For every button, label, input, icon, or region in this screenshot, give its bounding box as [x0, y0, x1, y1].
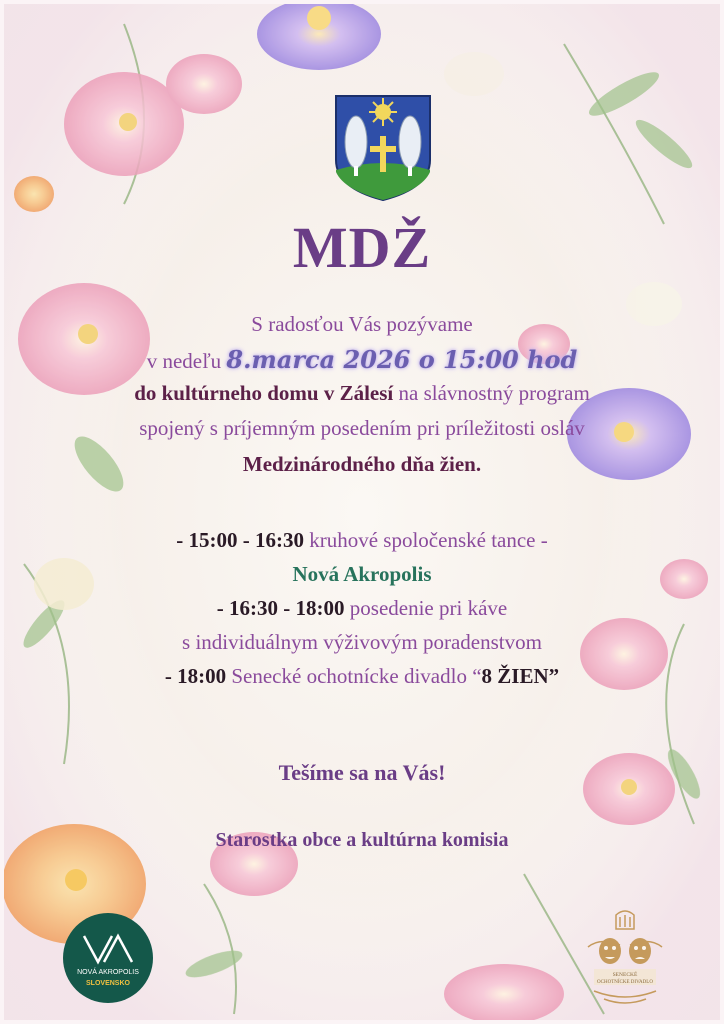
occasion: Medzinárodného dňa žien.: [242, 452, 482, 476]
program-item-1-org: [0, 562, 724, 587]
nova-akropolis-logo: [62, 912, 154, 1004]
program-item-2: [0, 596, 724, 621]
program-text-2: posedenie pri káve: [344, 596, 508, 620]
program-text-3: Senecké ochotnícke divadlo “: [226, 664, 482, 688]
coat-of-arms-icon: [332, 92, 434, 202]
invite-line-2: [0, 345, 724, 374]
program-item-3: [0, 664, 724, 689]
program-text-1: kruhové spoločenské tance -: [303, 528, 548, 552]
invite-line-1: [0, 312, 724, 337]
logo-right-line2: OCHOTNÍCKE DIVADLO: [597, 980, 653, 985]
invite-line-4: [0, 416, 724, 441]
poster-frame: [4, 4, 720, 1020]
invite-text-3: na slávnostný program: [393, 381, 590, 405]
logo-left-line2: SLOVENSKO: [86, 980, 130, 987]
program-time-3: - 18:00: [164, 664, 227, 688]
play-title-end: ”: [548, 664, 560, 688]
program-org: Nová Akropolis: [292, 562, 432, 586]
program-time-2: - 16:30 - 18:00: [216, 596, 345, 620]
poster-title: MDŽ: [292, 215, 432, 280]
invite-line-3: [0, 381, 724, 406]
event-date: 8.marca 2026 o 15:00 hod: [226, 345, 578, 374]
invite-prefix: v nedeľu: [146, 349, 227, 373]
play-title: 8 ŽIEN: [481, 664, 549, 688]
closing-text: Tešíme sa na Vás!: [278, 760, 446, 785]
logo-right-line1: SENECKÉ: [612, 972, 638, 978]
invite-text-4: spojený s príjemným posedením pri príležitosti osláv: [139, 416, 585, 440]
program-text-2b: s individuálnym výživovým poradenstvom: [182, 630, 542, 654]
logo-left-line1: NOVÁ AKROPOLIS: [77, 969, 139, 976]
venue: do kultúrneho domu v Zálesí: [134, 381, 394, 405]
program-item-1: [0, 528, 724, 553]
theatre-masks-logo: [580, 907, 670, 1007]
invite-line-5: [0, 452, 724, 477]
program-item-2-detail: [0, 630, 724, 655]
invite-text-1: S radosťou Vás pozývame: [251, 312, 473, 336]
signature-text: Starostka obce a kultúrna komisia: [215, 829, 509, 851]
program-time-1: - 15:00 - 16:30: [176, 528, 304, 552]
